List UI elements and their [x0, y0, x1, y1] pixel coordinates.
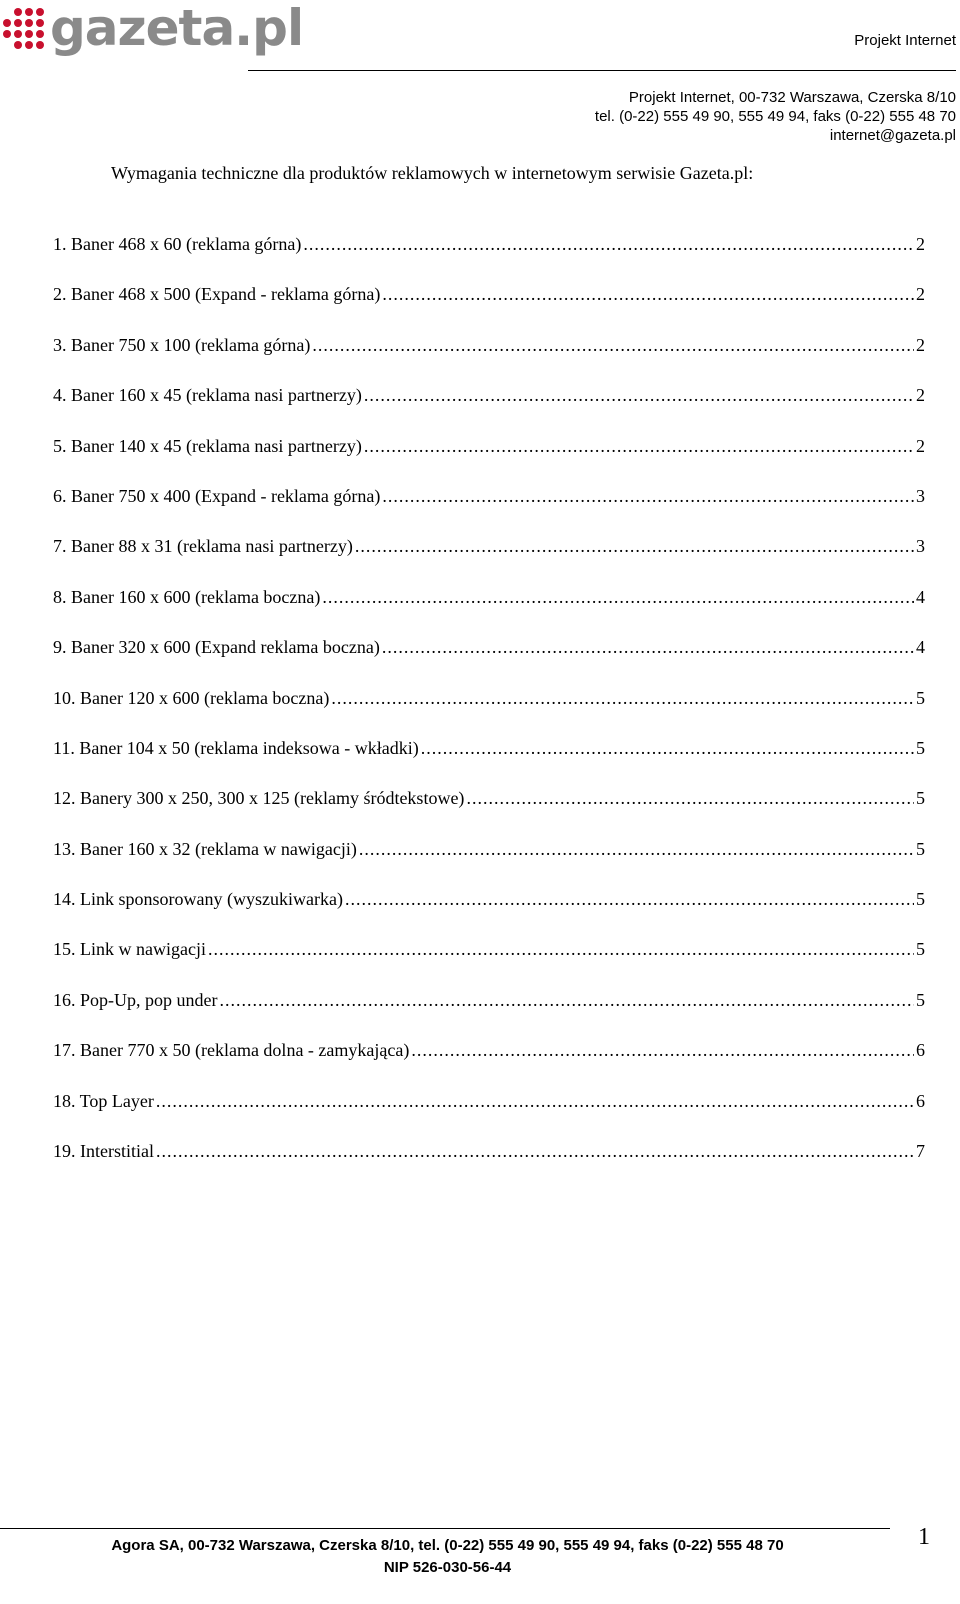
toc-entry[interactable]: [53, 636, 925, 686]
toc-entry-page: 2: [916, 334, 925, 355]
toc-entry[interactable]: [53, 535, 925, 585]
logo-dots-icon: [3, 8, 44, 49]
toc-entry-title: 17. Baner 770 x 50 (reklama dolna - zamykająca): [53, 1040, 410, 1061]
footer-divider: [0, 1528, 890, 1529]
footer-nip: NIP 526-030-56-44: [383, 1559, 512, 1576]
toc-dot-leader: [156, 1140, 914, 1162]
toc-dot-leader: [466, 787, 914, 809]
toc-entry[interactable]: [53, 283, 925, 333]
toc-entry-title: 2. Baner 468 x 500 (Expand - reklama górna): [53, 284, 381, 305]
toc-entry-page: 3: [916, 536, 925, 557]
toc-dot-leader: [359, 838, 914, 860]
toc-entry[interactable]: [53, 687, 925, 737]
footer-address: Agora SA, 00-732 Warszawa, Czerska 8/10, tel. (0-22) 555 49 90, 555 49 94, faks (0-22) 555 48 70: [111, 1537, 784, 1554]
address-line: Projekt Internet, 00-732 Warszawa, Czerska 8/10: [628, 89, 956, 106]
toc-entry-title: 6. Baner 750 x 400 (Expand - reklama górna): [53, 485, 381, 506]
toc-entry[interactable]: [53, 787, 925, 837]
toc-entry[interactable]: [53, 989, 925, 1039]
toc-entry-title: 9. Baner 320 x 600 (Expand reklama boczna): [53, 637, 380, 658]
toc-dot-leader: [421, 737, 914, 759]
toc-entry-title: 4. Baner 160 x 45 (reklama nasi partnerzy): [53, 385, 362, 406]
toc-entry[interactable]: [53, 1039, 925, 1089]
toc-entry[interactable]: [53, 435, 925, 485]
toc-entry-page: 7: [916, 1141, 925, 1162]
toc-entry-title: 7. Baner 88 x 31 (reklama nasi partnerzy): [53, 536, 353, 557]
section-label: Projekt Internet: [854, 32, 956, 49]
toc-dot-leader: [382, 636, 914, 658]
document-title: Wymagania techniczne dla produktów reklamowych w internetowym serwisie Gazeta.pl:: [111, 163, 754, 183]
toc-dot-leader: [156, 1090, 914, 1112]
toc-entry-title: 11. Baner 104 x 50 (reklama indeksowa - wkładki): [53, 737, 419, 758]
toc-dot-leader: [312, 334, 914, 356]
toc-entry-title: 15. Link w nawigacji: [53, 939, 206, 960]
toc-entry-page: 2: [916, 435, 925, 456]
toc-dot-leader: [220, 989, 915, 1011]
toc-entry-page: 4: [916, 586, 925, 607]
contact-address: [595, 88, 956, 145]
header-divider: [248, 70, 956, 71]
toc-dot-leader: [364, 384, 914, 406]
toc-entry-title: 18. Top Layer: [53, 1090, 154, 1111]
toc-dot-leader: [322, 586, 914, 608]
toc-entry-title: 10. Baner 120 x 600 (reklama boczna): [53, 687, 330, 708]
toc-entry-title: 16. Pop-Up, pop under: [53, 989, 218, 1010]
toc-dot-leader: [355, 535, 914, 557]
toc-dot-leader: [345, 888, 914, 910]
toc-entry-page: 2: [916, 385, 925, 406]
toc-entry-page: 2: [916, 284, 925, 305]
toc-entry-title: 8. Baner 160 x 600 (reklama boczna): [53, 586, 321, 607]
toc-entry[interactable]: [53, 485, 925, 535]
toc-entry[interactable]: [53, 938, 925, 988]
toc-entry-title: 5. Baner 140 x 45 (reklama nasi partnerzy): [53, 435, 362, 456]
gazeta-logo: [3, 0, 303, 62]
toc-entry-page: 5: [916, 939, 925, 960]
toc-entry-title: 12. Banery 300 x 250, 300 x 125 (reklamy śródtekstowe): [53, 788, 465, 809]
toc-entry-title: 1. Baner 468 x 60 (reklama górna): [53, 234, 302, 254]
table-of-contents: [53, 233, 925, 1190]
toc-entry[interactable]: [53, 1140, 925, 1190]
toc-entry-page: 4: [916, 637, 925, 658]
toc-dot-leader: [382, 485, 914, 507]
toc-entry[interactable]: [53, 838, 925, 888]
footer: [0, 1535, 895, 1579]
toc-entry-page: 6: [916, 1040, 925, 1061]
toc-entry-page: 5: [916, 989, 925, 1010]
toc-dot-leader: [303, 233, 914, 255]
toc-entry[interactable]: [53, 233, 925, 283]
toc-entry-page: 5: [916, 889, 925, 910]
toc-entry-page: 6: [916, 1090, 925, 1111]
page-number: 1: [918, 1524, 930, 1550]
toc-entry[interactable]: [53, 384, 925, 434]
toc-entry-page: 3: [916, 485, 925, 506]
toc-entry[interactable]: [53, 334, 925, 384]
toc-entry[interactable]: [53, 888, 925, 938]
toc-entry-page: 5: [916, 788, 925, 809]
email-link[interactable]: internet@gazeta.pl: [829, 127, 956, 144]
toc-dot-leader: [382, 283, 914, 305]
toc-entry[interactable]: [53, 1090, 925, 1140]
toc-dot-leader: [331, 687, 914, 709]
toc-entry-page: 5: [916, 687, 925, 708]
toc-dot-leader: [364, 435, 914, 457]
toc-entry-page: 2: [916, 234, 925, 254]
toc-entry-title: 13. Baner 160 x 32 (reklama w nawigacji): [53, 838, 357, 859]
toc-dot-leader: [208, 938, 914, 960]
toc-entry-title: 19. Interstitial: [53, 1141, 154, 1162]
toc-dot-leader: [411, 1039, 914, 1061]
toc-entry-page: 5: [916, 737, 925, 758]
logo-text: gazeta.pl: [50, 0, 304, 57]
toc-entry-title: 3. Baner 750 x 100 (reklama górna): [53, 334, 311, 355]
phone-line: tel. (0-22) 555 49 90, 555 49 94, faks (0-22) 555 48 70: [594, 108, 956, 125]
toc-entry[interactable]: [53, 586, 925, 636]
toc-entry-title: 14. Link sponsorowany (wyszukiwarka): [53, 889, 343, 910]
toc-entry-page: 5: [916, 838, 925, 859]
toc-entry[interactable]: [53, 737, 925, 787]
